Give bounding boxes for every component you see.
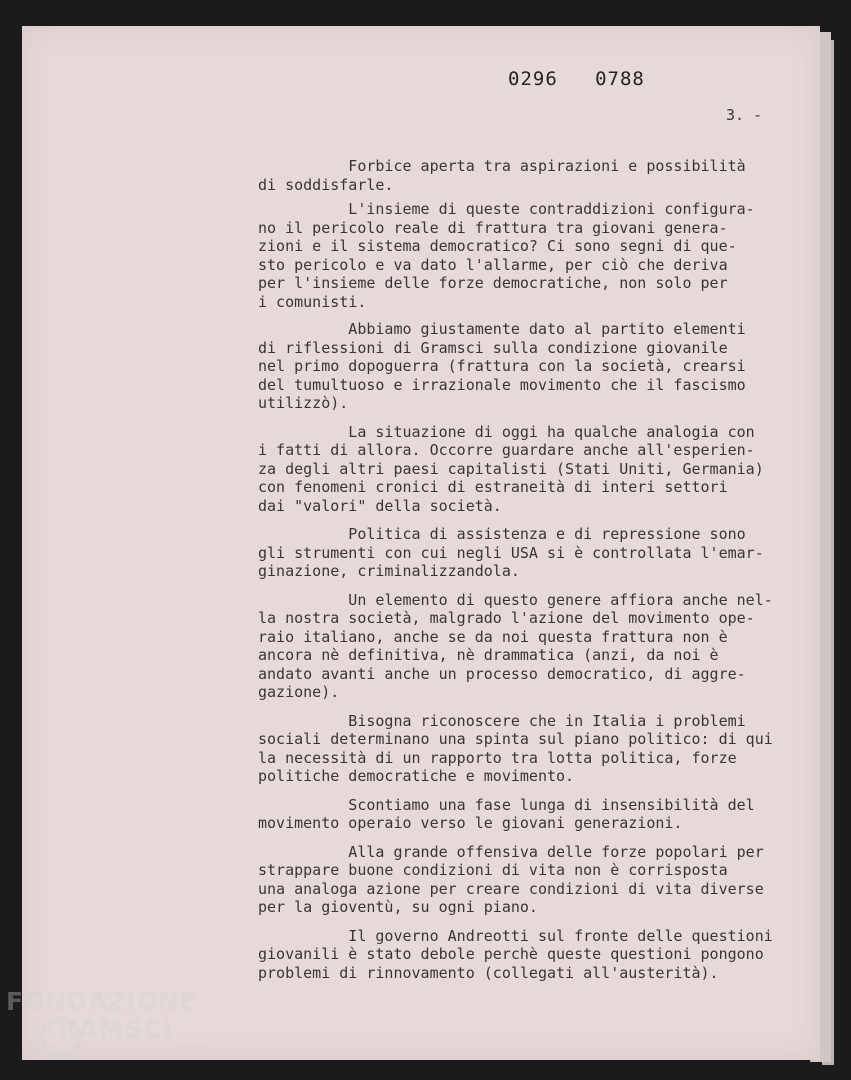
paragraph: Alla grande offensiva delle forze popolari per strappare buone condizioni di vita non è corrisposta una analoga azione per creare condizioni di vita diverse per la gioventù, su ogni piano. [258, 842, 764, 916]
paragraph: Forbice aperta tra aspirazioni e possibilità di soddisfarle. [258, 157, 746, 194]
paragraph: Abbiamo giustamente dato al partito elementi di riflessioni di Gramsci sulla condizione giovanile nel primo dopoguerra (frattura con la società, crearsi del tumultuoso e irrazionale movimento che il fascismo utilizzò). [258, 320, 746, 412]
page-number: 3. - [726, 106, 763, 124]
paragraph: Un elemento di questo genere affiora anche nel- la nostra società, malgrado l'azione del movimento ope- raio italiano, anche se da noi questa frattura non è ancora nè definitiva, nè drammatica (anzi, da noi è andato avanti anche un processo democratico, di aggre- gazione). [258, 590, 773, 701]
fondazione-gramsci-watermark-logo [6, 988, 216, 1054]
paragraph: L'insieme di queste contraddizioni configura- no il pericolo reale di frattura tra giovani genera- zioni e il sistema democratico? Ci sono segni di que- sto pericolo e va dato l'allarme, per ciò che deriva per l'insieme delle forze democratiche, non solo per i comunisti. [258, 200, 755, 311]
watermark-line-1: FONDAZIONE [6, 987, 198, 1016]
archive-document-number: 0296 0788 [508, 68, 645, 90]
paragraph: Politica di assistenza e di repressione sono gli strumenti con cui negli USA si è controllata l'emar- ginazione, criminalizzandola. [258, 525, 764, 580]
paragraph: Bisogna riconoscere che in Italia i problemi sociali determinano una spinta sul piano politico: di qui la necessità di un rapporto tra lotta politica, forze politiche democratiche e movimento. [258, 711, 773, 785]
paragraph: Il governo Andreotti sul fronte delle questioni giovanili è stato debole perchè queste questioni pongono problemi di rinnovamento (collegati all'austerità). [258, 926, 773, 982]
paragraph: Scontiamo una fase lunga di insensibilità del movimento operaio verso le giovani generazioni. [258, 795, 755, 832]
paragraph: La situazione di oggi ha qualche analogia con i fatti di allora. Occorre guardare anche all'esperien- za degli altri paesi capitalisti (Stati Uniti, Germania) con fenomeni cronici di estraneità di interi settori dai "valori" della società. [258, 422, 764, 515]
typewritten-body [258, 157, 818, 992]
watermark-line-3: onlus [178, 1043, 205, 1054]
watermark-line-2: RAMSCI [58, 1015, 174, 1044]
gramsci-g-logo-icon [40, 1016, 82, 1058]
